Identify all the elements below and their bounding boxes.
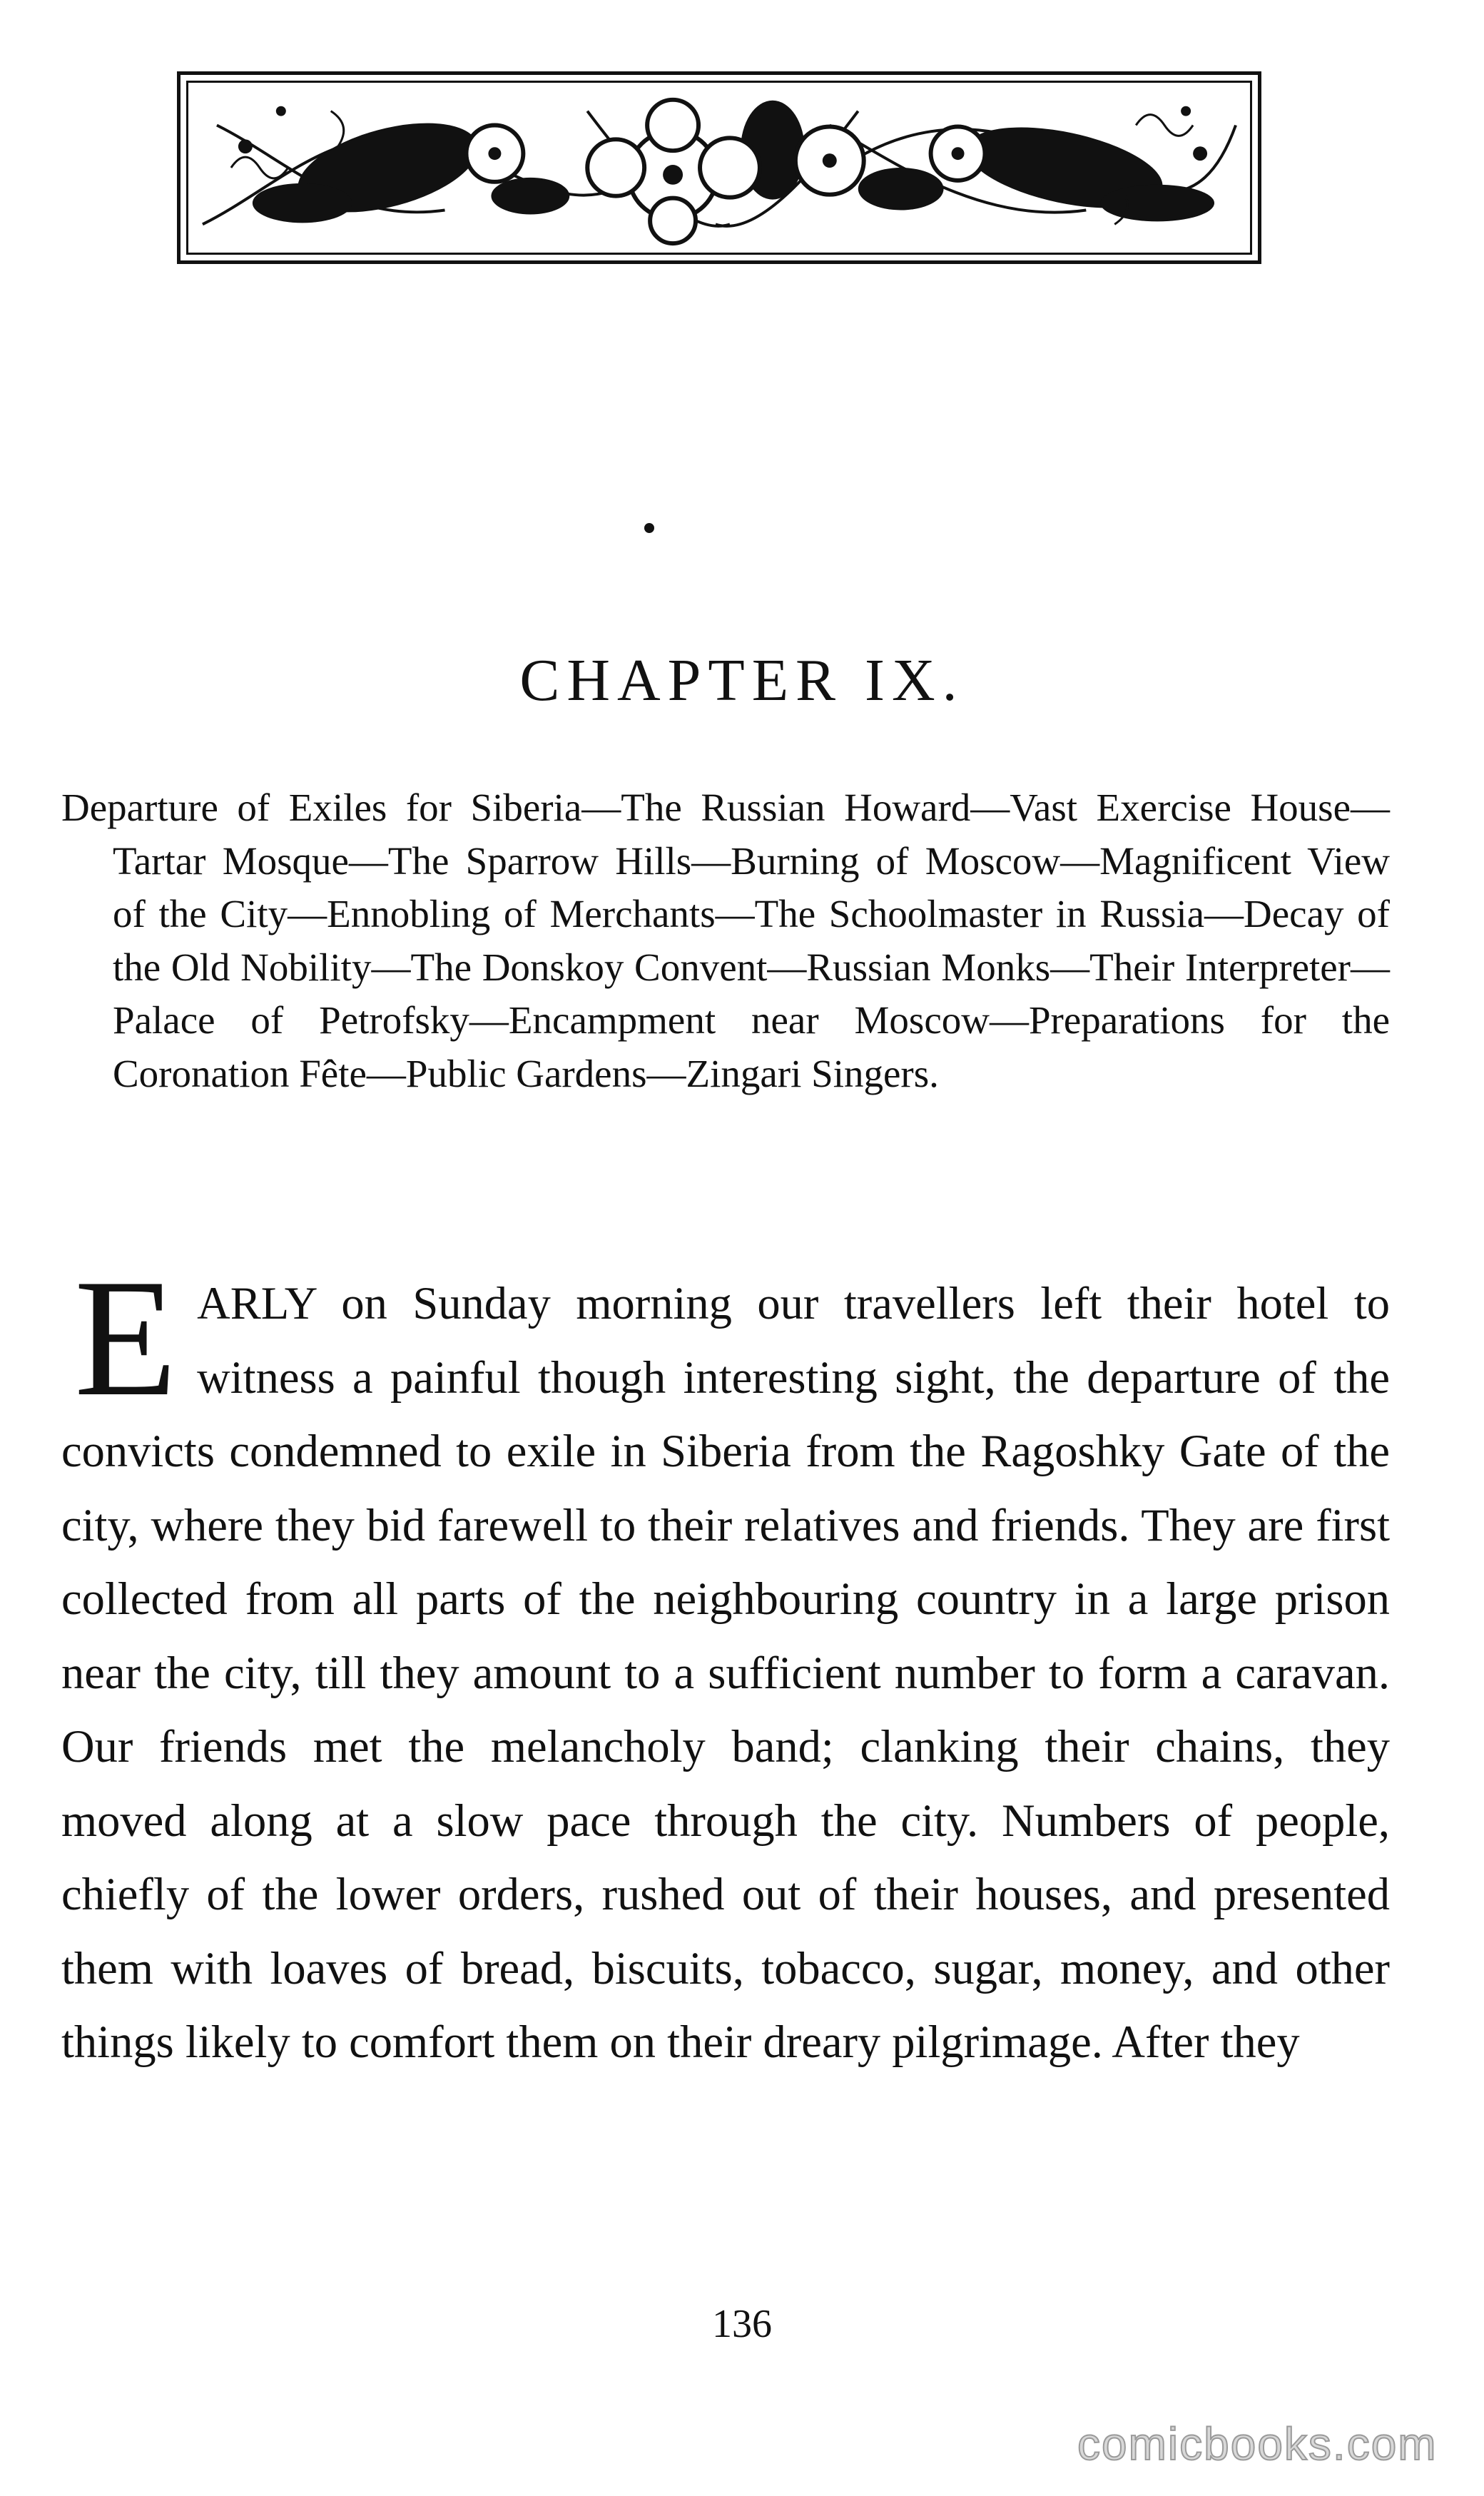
drop-cap: E [74,1245,178,1431]
chapter-headpiece [177,71,1261,264]
chapter-synopsis: Departure of Exiles for Siberia—The Russian Howard—Vast Exercise House—Tartar Mosque—The Sparrow Hills—Burning of Moscow—Magnificent View of the City—Ennobling of Merchants—The Schoolmaster in Russia—Decay of the Old Nobility—The Donskoy Convent—Russian Monks—Their Interpreter—Palace of Petrofsky—Encampment near Moscow—Preparations for the Coronation Fête—Public Gardens—Zingari Singers. [61,786,1390,1095]
body-text: ARLY on Sunday morning our travellers left their hotel to witness a painful though interesting sight, the departure of the convicts condemned to exile in Siberia from the Ragoshky Gate of the city, where they bid farewell to their relatives and friends. They are first collected from all parts of the neighbouring country in a large prison near the city, till they amount to a sufficient number to form a caravan. Our friends met the melancholy band; clanking their chains, they moved along at a slow pace through the city. Numbers of people, chiefly of the lower orders, rushed out of their houses, and presented them with loaves of bread, biscuits, tobacco, sugar, money, and other things likely to comfort them on their dreary pilgrimage. After they [61,1278,1390,2067]
chapter-title: CHAPTER IX. [519,647,965,714]
watermark: comicbooks.com [1077,2418,1438,2470]
floral-engraving-icon [188,83,1250,253]
page-number: 136 [712,2302,772,2346]
ornament-dot [644,523,654,533]
body-paragraph [61,1245,1390,2079]
